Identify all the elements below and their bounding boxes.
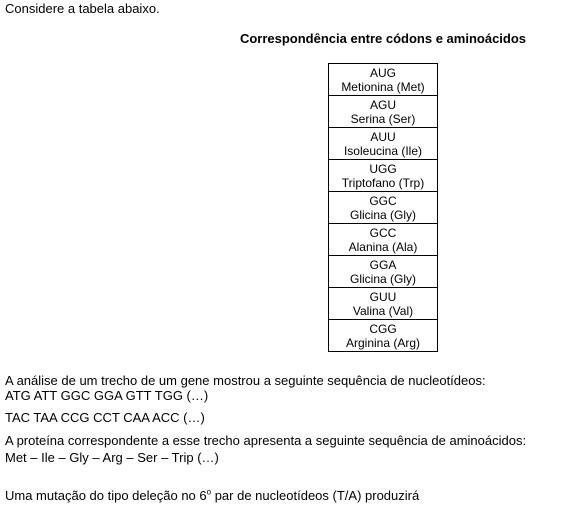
amino-acid-label: Metionina (Met) [341,79,425,94]
codon-label: GGA [369,257,397,272]
intro-text: Considere a tabela abaixo. [5,1,160,16]
table-title: Correspondência entre códons e aminoácidos [239,31,527,46]
protein-sequence: Met – Ile – Gly – Arg – Ser – Trip (…) [5,450,219,465]
codon-cell [329,96,438,128]
codon-cell [329,224,438,256]
codon-label: UGG [369,161,397,176]
mutation-ordinal: o [206,487,212,497]
mutation-question [5,488,419,504]
mutation-text-after: par de nucleotídeos (T/A) produzirá [211,488,420,503]
amino-acid-label: Isoleucina (Ile) [343,143,423,158]
analysis-text: A análise de um trecho de um gene mostrou a seguinte sequência de nucleotídeos: [5,373,486,388]
codon-label: GUU [369,289,397,304]
table-row [329,160,438,192]
amino-acid-label: Triptofano (Trp) [341,175,425,190]
codon-cell [329,128,438,160]
table-row [329,256,438,288]
table-row [329,224,438,256]
table-row [329,96,438,128]
protein-text: A proteína correspondente a esse trecho apresenta a seguinte sequência de aminoácidos: [5,433,527,448]
table-row [329,128,438,160]
codon-label: AUG [369,65,396,80]
mutation-text-before: Uma mutação do tipo deleção no 6 [5,488,207,503]
amino-acid-label: Alanina (Ala) [348,239,418,254]
codon-cell [329,256,438,288]
codon-label: CGG [369,321,397,336]
dna-strand-2: TAC TAA CCG CCT CAA ACC (…) [5,410,205,425]
codon-cell [329,192,438,224]
codon-cell [329,64,438,96]
codon-cell [329,320,438,352]
codon-cell [329,160,438,192]
amino-acid-label: Glicina (Gly) [349,207,416,222]
amino-acid-label: Glicina (Gly) [349,271,416,286]
codon-label: GGC [369,193,397,208]
dna-strand-1: ATG ATT GGC GGA GTT TGG (…) [5,388,209,403]
codon-table [328,63,438,352]
amino-acid-label: Valina (Val) [352,303,414,318]
table-row [329,288,438,320]
table-row [329,64,438,96]
table-row [329,320,438,352]
codon-label: AUU [370,129,396,144]
codon-label: AGU [369,97,396,112]
amino-acid-label: Serina (Ser) [350,111,416,126]
table-row [329,192,438,224]
codon-cell [329,288,438,320]
amino-acid-label: Arginina (Arg) [345,335,421,350]
codon-label: GCC [369,225,397,240]
